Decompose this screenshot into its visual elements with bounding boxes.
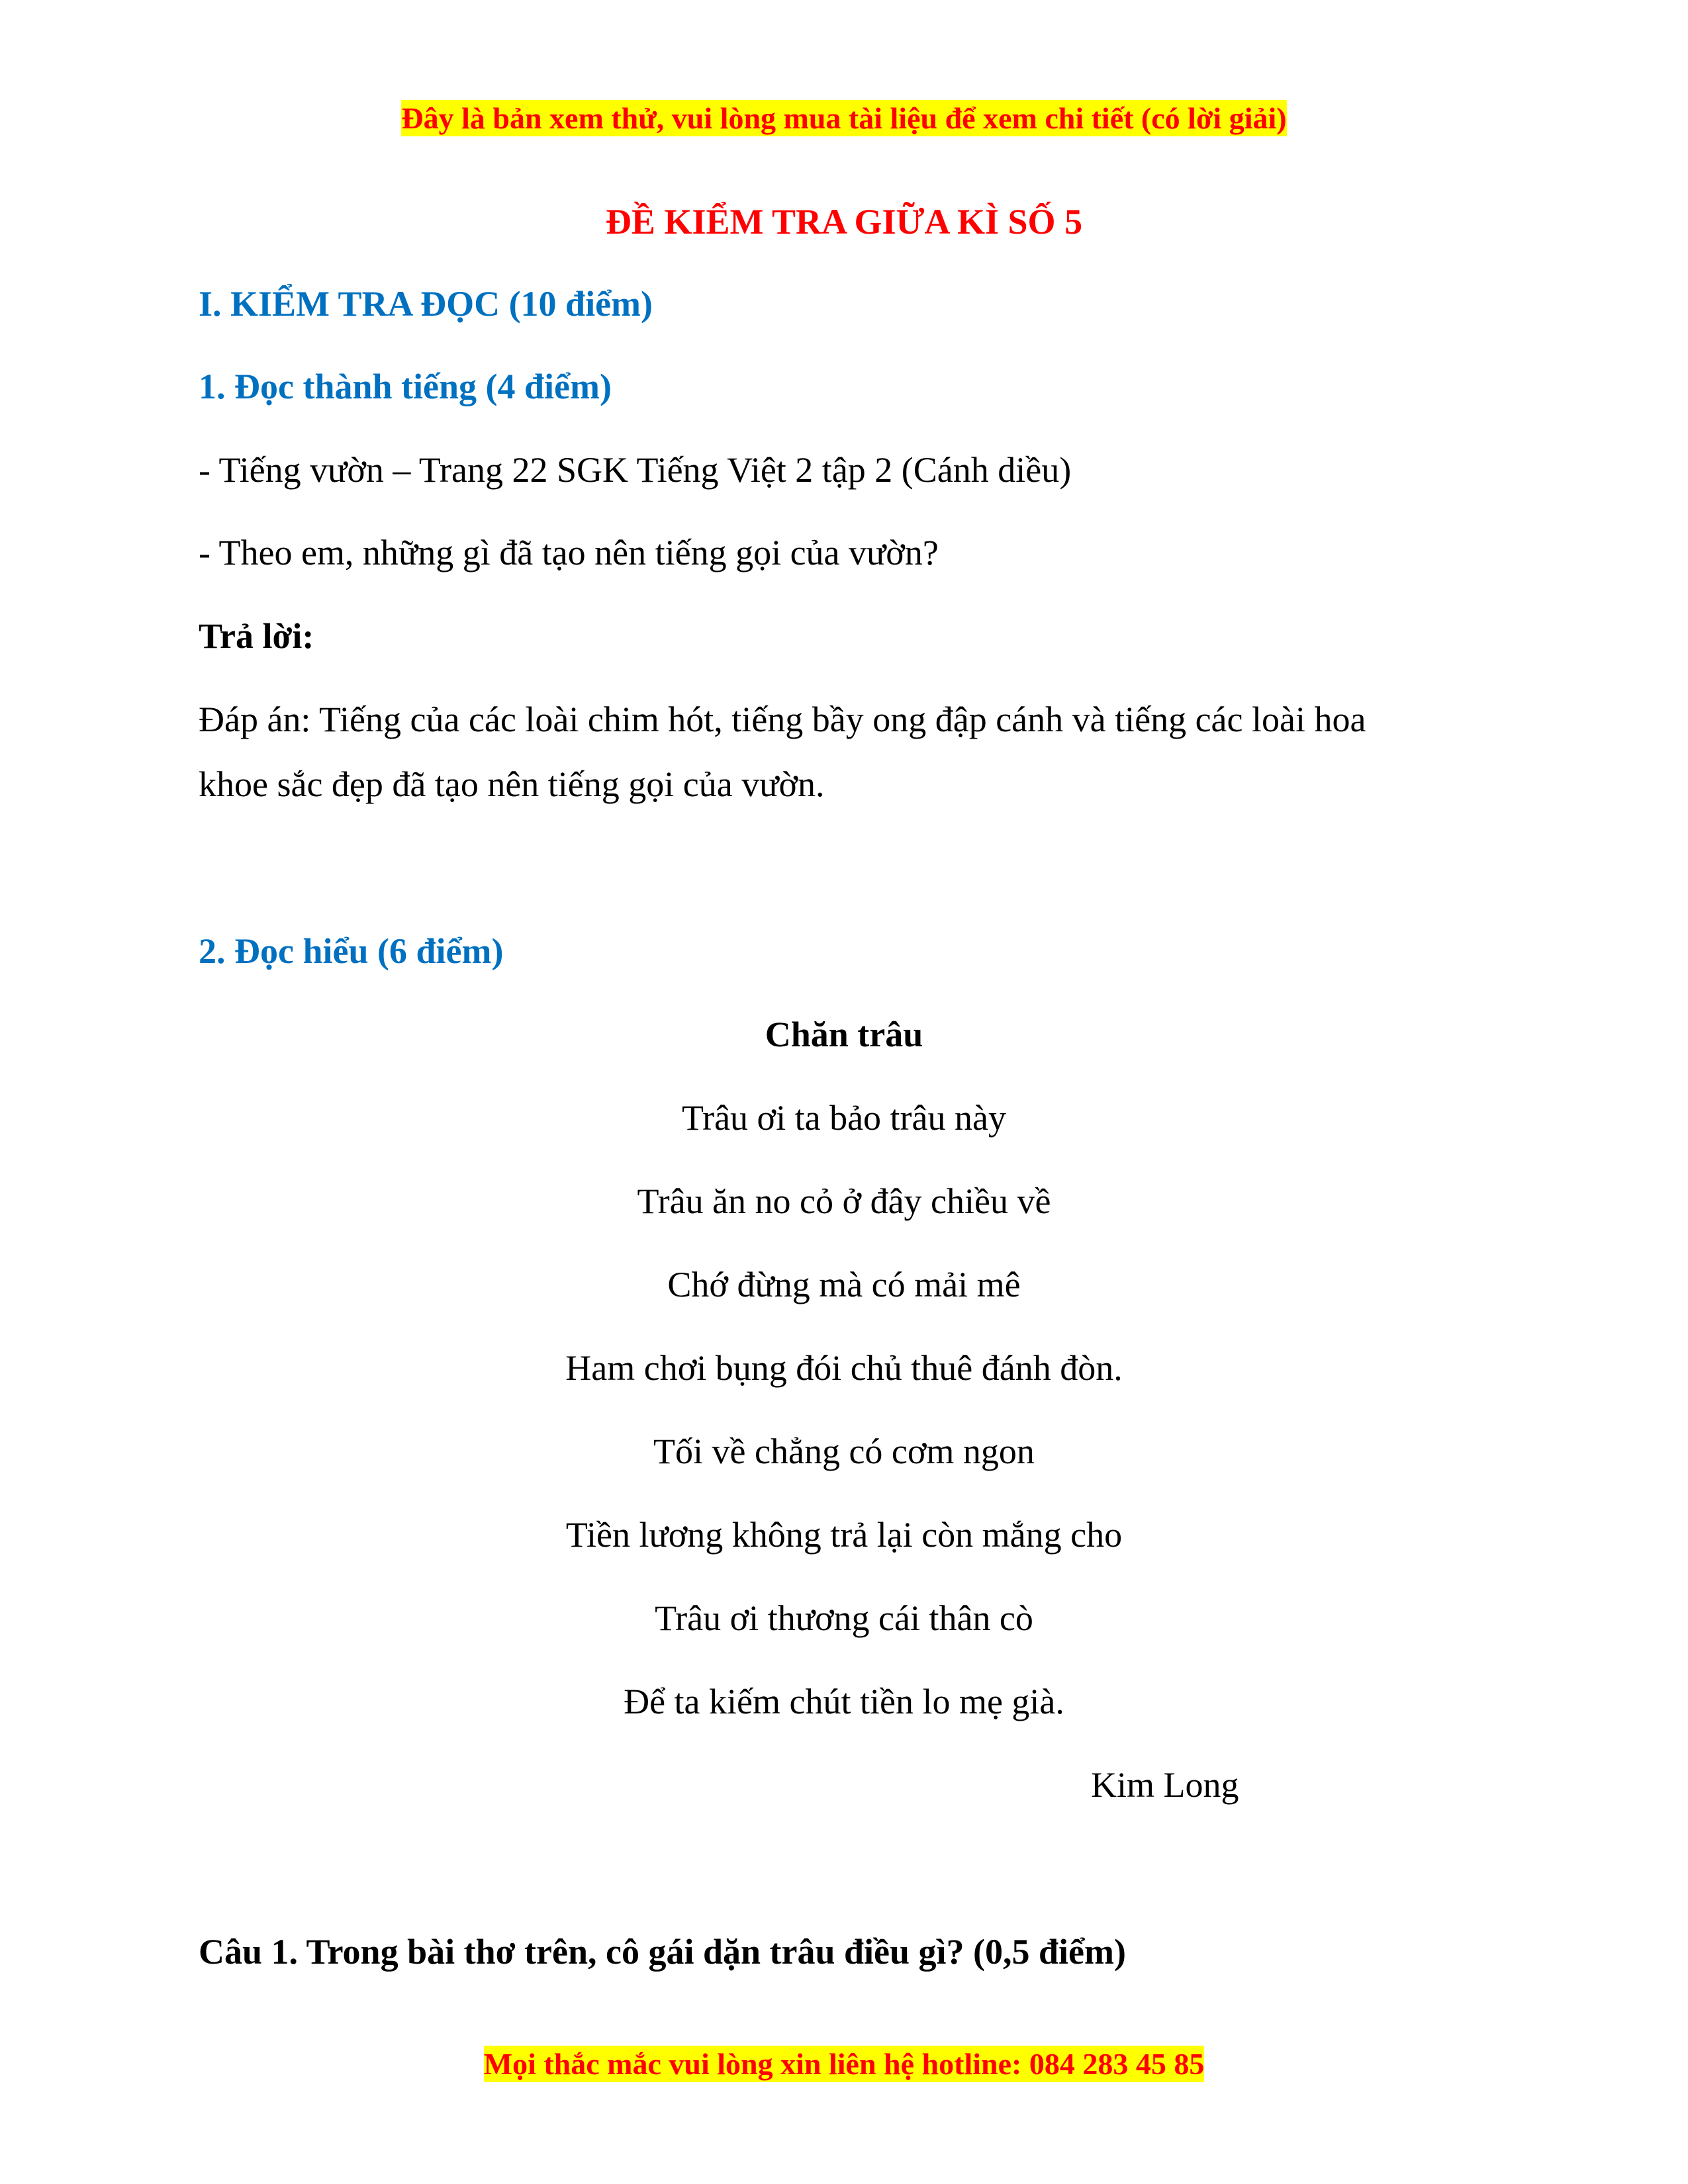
- poem-line: Trâu ăn no cỏ ở đây chiều về: [637, 1181, 1051, 1221]
- poem-line: Chớ đừng mà có mải mê: [667, 1265, 1021, 1304]
- reading-assignment-line: - Tiếng vườn – Trang 22 SGK Tiếng Việt 2 tập 2 (Cánh diều): [199, 450, 1072, 490]
- page-title: ĐỀ KIỂM TRA GIỮA KÌ SỐ 5: [605, 202, 1083, 242]
- poem-line: Trâu ơi thương cái thân cò: [655, 1598, 1033, 1638]
- question-1: Câu 1. Trong bài thơ trên, cô gái dặn trâu điều gì? (0,5 điểm): [199, 1932, 1126, 1972]
- subsection-heading-read-aloud: 1. Đọc thành tiếng (4 điểm): [199, 367, 612, 406]
- poem-line: Tối về chẳng có cơm ngon: [653, 1432, 1035, 1471]
- contact-hotline-footer: [0, 2049, 1688, 2079]
- poem-title: Chăn trâu: [765, 1015, 923, 1054]
- reading-question-line: - Theo em, những gì đã tạo nên tiếng gọi của vườn?: [199, 533, 939, 572]
- preview-notice-text: Đây là bản xem thử, vui lòng mua tài liệu để xem chi tiết (có lời giải): [401, 101, 1287, 135]
- preview-notice-banner: [0, 103, 1688, 134]
- subsection-heading-reading-comprehension: 2. Đọc hiểu (6 điểm): [199, 931, 504, 971]
- section-heading-reading-test: I. KIỂM TRA ĐỌC (10 điểm): [199, 284, 653, 324]
- answer-label: Trả lời:: [199, 616, 314, 656]
- poem-line: Trâu ơi ta bảo trâu này: [682, 1098, 1006, 1138]
- poem-line: Ham chơi bụng đói chủ thuê đánh đòn.: [565, 1348, 1123, 1388]
- poem-line: Tiền lương không trả lại còn mắng cho: [565, 1515, 1123, 1555]
- poem-line: Để ta kiếm chút tiền lo mẹ già.: [624, 1682, 1064, 1721]
- poem-author: Kim Long: [1091, 1765, 1239, 1805]
- answer-text-line-1: Đáp án: Tiếng của các loài chim hót, tiếng bầy ong đập cánh và tiếng các loài hoa: [199, 700, 1366, 739]
- answer-text-line-2: khoe sắc đẹp đã tạo nên tiếng gọi của vườn.: [199, 764, 825, 804]
- contact-hotline-text: Mọi thắc mắc vui lòng xin liên hệ hotline: 084 283 45 85: [483, 2047, 1205, 2081]
